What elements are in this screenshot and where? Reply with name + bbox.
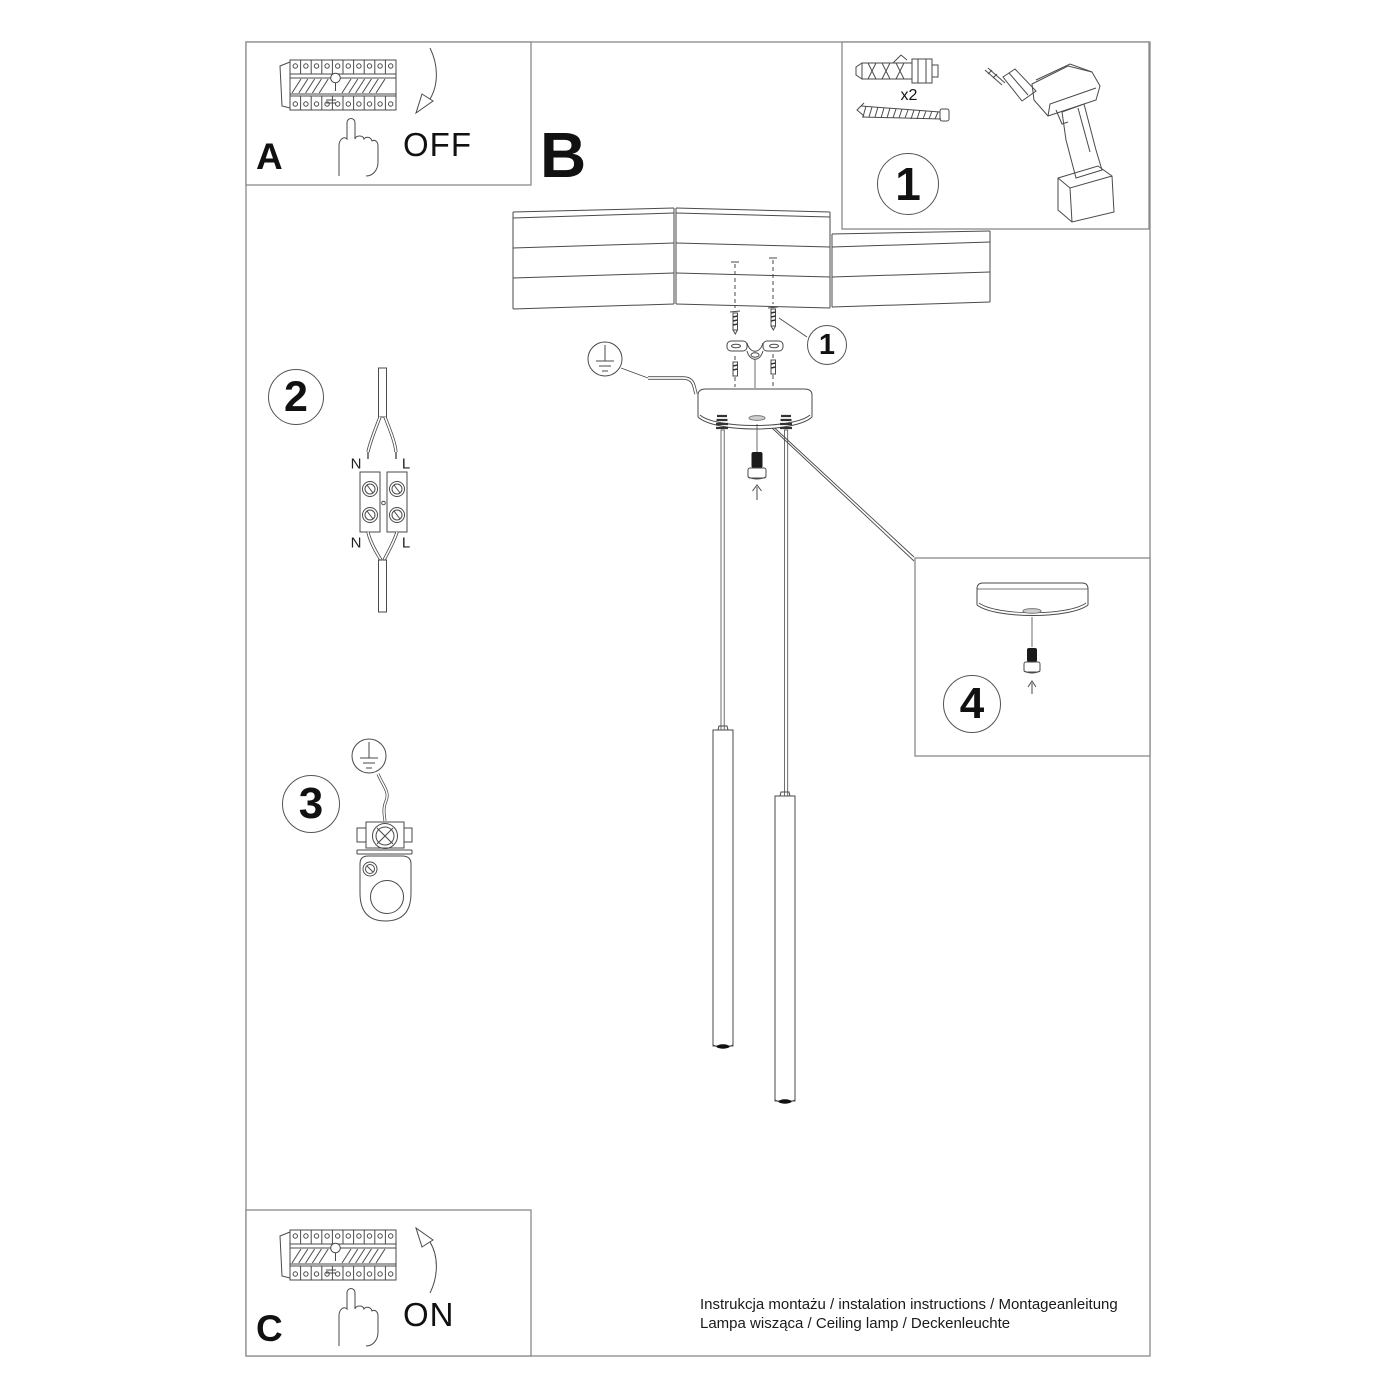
wiring-diagram	[360, 368, 407, 612]
tube-right	[775, 792, 795, 1104]
suspension-cable-right	[785, 430, 788, 796]
box-step-c	[246, 1210, 531, 1356]
box-c-label: C	[256, 1308, 283, 1349]
earth-clamp-diagram	[352, 739, 412, 921]
footer-title-line: Instrukcja montażu / instalation instructions / Montageanleitung	[700, 1296, 1118, 1313]
step1-parts-badge: 1	[877, 153, 939, 215]
suspension-cable-left	[721, 430, 724, 730]
mounting-hardware	[727, 258, 807, 388]
earth-wire-main	[588, 342, 696, 394]
ceiling-canopy	[698, 389, 812, 500]
mounting-plate	[360, 856, 411, 921]
ground-icon	[352, 739, 386, 773]
step4-badge: 4	[943, 675, 1001, 733]
wire-label-l-top: L	[401, 455, 411, 473]
up-arrow	[753, 485, 762, 500]
step3-badge: 3	[282, 775, 340, 833]
tube-left	[713, 726, 733, 1049]
wire-label-n-top: N	[350, 455, 362, 473]
step2-badge: 2	[268, 369, 324, 425]
mounting-screw-right	[768, 307, 778, 330]
footer-product-line: Lampa wisząca / Ceiling lamp / Deckenleuchte	[700, 1315, 1011, 1332]
off-label: OFF	[403, 126, 472, 163]
leaders-step4	[766, 420, 914, 561]
step1-main-badge: 1	[807, 325, 847, 365]
on-label: ON	[403, 1296, 455, 1333]
section-b-label: B	[540, 119, 587, 191]
pendant-tubes	[713, 430, 795, 1104]
leader-step1	[779, 318, 807, 337]
wire-label-n-bottom: N	[350, 534, 362, 552]
ground-icon	[588, 342, 622, 376]
box-step-a	[246, 42, 531, 185]
mounting-screw-left	[730, 311, 740, 334]
wire-label-l-bottom: L	[401, 534, 411, 552]
terminal-block	[360, 472, 407, 532]
earth-terminal	[357, 822, 412, 854]
box-a-label: A	[256, 136, 283, 177]
dowel-quantity-label: x2	[900, 87, 918, 104]
strain-relief-part	[748, 452, 766, 479]
